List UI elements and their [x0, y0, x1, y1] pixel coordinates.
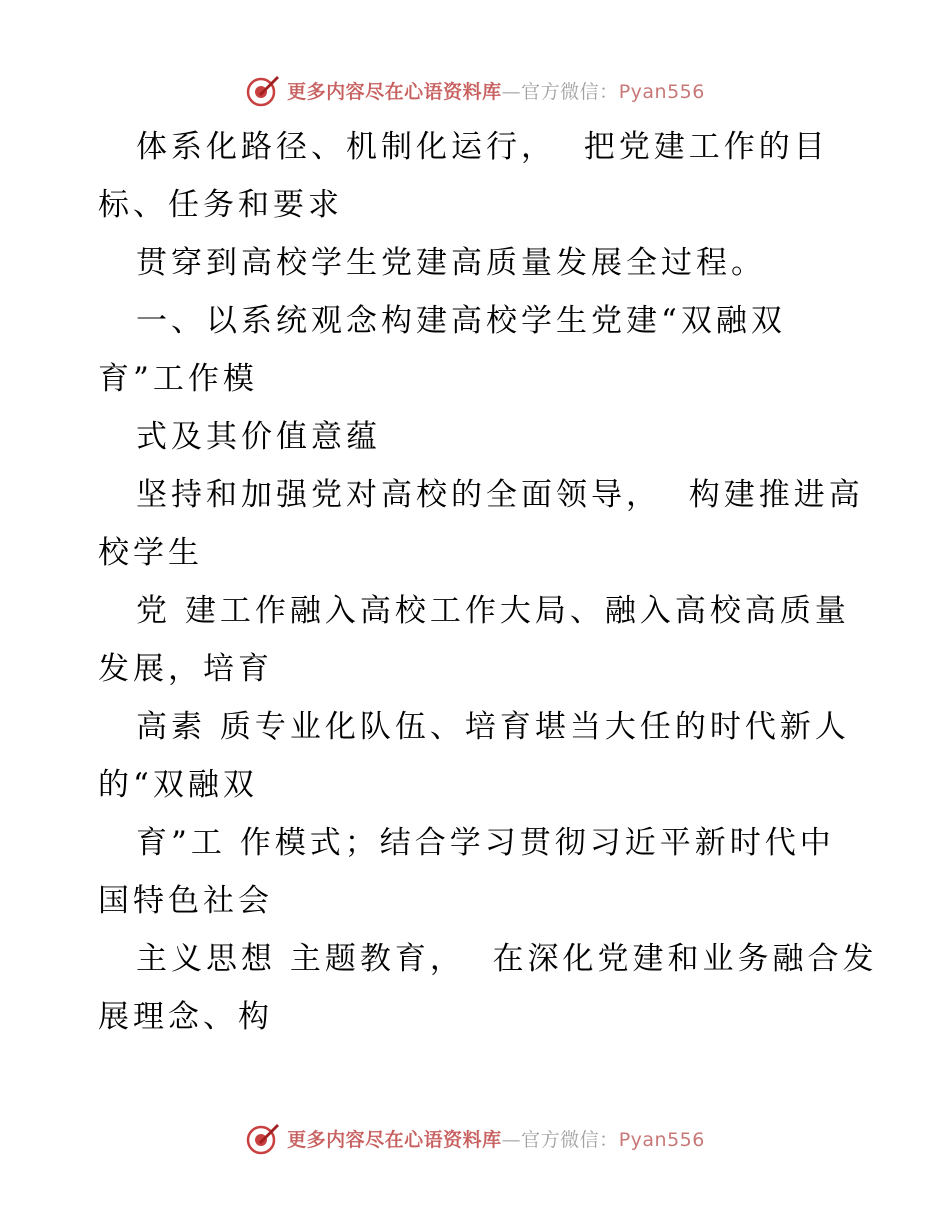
text-line: 一、以系统观念构建高校学生党建“双融双 — [136, 303, 786, 339]
text-line: 发展，培育 — [98, 651, 273, 687]
text-line: 主义思想 主题教育， 在深化党建和业务融合发 — [136, 941, 878, 977]
text-line: 贯穿到高校学生党建高质量发展全过程。 — [136, 245, 766, 281]
text-line: 展理念、构 — [98, 999, 273, 1035]
text-line: 体系化路径、机制化运行， 把党建工作的目 — [136, 129, 829, 165]
text-line: 国特色社会 — [98, 883, 273, 919]
text-line: 坚持和加强党对高校的全面领导， 构建推进高 — [136, 477, 864, 513]
text-line: 标、任务和要求 — [98, 187, 343, 223]
footer-watermark — [0, 1118, 950, 1158]
pen-logo-icon — [245, 72, 281, 108]
text-line: 式及其价值意蕴 — [136, 419, 381, 455]
pen-logo-icon — [245, 1120, 281, 1156]
text-line: 高素 质专业化队伍、培育堪当大任的时代新人 — [136, 709, 850, 745]
watermark-text: 更多内容尽在心语资料库—官方微信：Pyan556 — [287, 1128, 705, 1151]
text-line: 育”工作模 — [98, 361, 258, 397]
text-line: 育”工 作模式；结合学习贯彻习近平新时代中 — [136, 825, 835, 861]
text-line: 的“双融双 — [98, 767, 258, 803]
document-body — [98, 118, 878, 1046]
watermark-text: 更多内容尽在心语资料库—官方微信：Pyan556 — [287, 80, 705, 103]
header-watermark — [0, 70, 950, 110]
text-line: 校学生 — [98, 535, 203, 571]
text-line: 党 建工作融入高校工作大局、融入高校高质量 — [136, 593, 850, 629]
